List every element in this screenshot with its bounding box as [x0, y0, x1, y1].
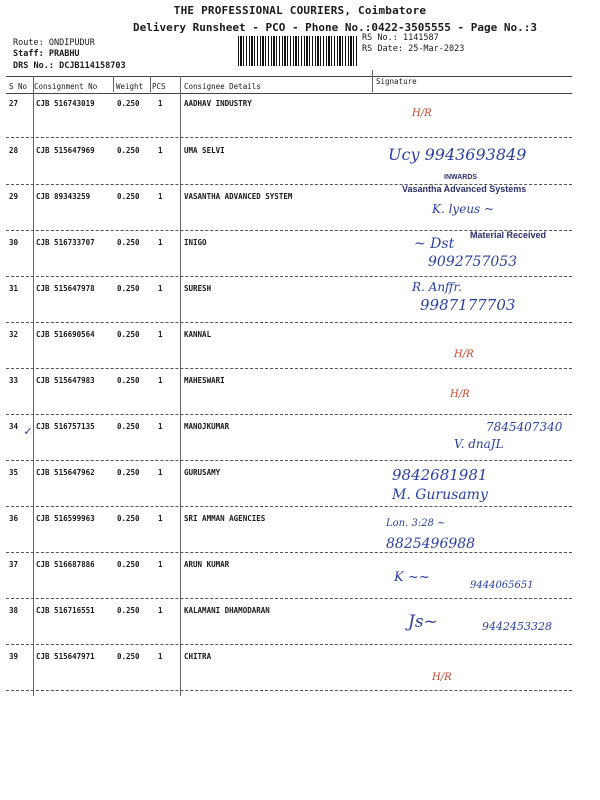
- row-weight: 0.250: [117, 514, 140, 523]
- phone-31: 9987177703: [420, 296, 516, 314]
- staff-line: [13, 49, 80, 59]
- row-weight: 0.250: [117, 238, 140, 247]
- column-divider: [150, 76, 151, 92]
- signature-35: M. Gurusamy: [392, 487, 488, 503]
- col-signature: Signature: [376, 77, 417, 86]
- row-consignee: UMA SELVI: [184, 146, 225, 155]
- route-label: Route:: [13, 38, 44, 48]
- row-consignment: CJB 516716551: [36, 606, 95, 615]
- row-consignment: CJB 515647969: [36, 146, 95, 155]
- row-pcs: 1: [158, 330, 163, 339]
- rs-no-value: 1141587: [402, 33, 439, 43]
- row-consignment: CJB 89343259: [36, 192, 91, 201]
- phone-35: 9842681981: [392, 466, 488, 484]
- signature-28: [388, 145, 526, 164]
- col-consignee: Consignee Details: [184, 82, 261, 91]
- signature-37: K ~~: [394, 570, 430, 585]
- rs-date-value: 25-Mar-2023: [408, 44, 465, 54]
- table-row: [6, 645, 572, 691]
- rs-date-line: [362, 44, 464, 54]
- row-consignee: KALAMANI DHAMODARAN: [184, 606, 270, 615]
- row-consignee: CHITRA: [184, 652, 212, 661]
- row-sno: 32: [9, 330, 19, 339]
- row-sno: 34: [9, 422, 19, 431]
- row-consignee: MAHESWARI: [184, 376, 225, 385]
- barcode-image: [238, 36, 358, 66]
- col-consignment: Consignment No: [34, 82, 98, 91]
- table-row: [6, 553, 572, 599]
- row-consignment: CJB 516733707: [36, 238, 95, 247]
- phone-34: 7845407340: [486, 420, 563, 434]
- row-consignment: CJB 515647983: [36, 376, 95, 385]
- drs-label: DRS No.:: [13, 61, 54, 71]
- row-consignee: SURESH: [184, 284, 212, 293]
- col-pcs: PCS: [152, 82, 166, 91]
- row-sno: 38: [9, 606, 19, 615]
- column-divider: [113, 76, 114, 92]
- row-pcs: 1: [158, 514, 163, 523]
- row-sno: 27: [9, 99, 19, 108]
- row-weight: 0.250: [117, 146, 140, 155]
- stamp-company: Vasantha Advanced Systems: [402, 184, 527, 194]
- drs-value: DCJB114158703: [59, 61, 126, 71]
- row-weight: 0.250: [117, 284, 140, 293]
- signature-34: V. dnaJL: [454, 437, 504, 451]
- row-consignee: AADHAV INDUSTRY: [184, 99, 252, 108]
- row-pcs: 1: [158, 376, 163, 385]
- row-sno: 28: [9, 146, 19, 155]
- rs-date-label: RS Date:: [362, 44, 403, 54]
- row-weight: 0.250: [117, 330, 140, 339]
- row-weight: 0.250: [117, 376, 140, 385]
- row-pcs: 1: [158, 146, 163, 155]
- signature-38: Js~: [408, 612, 438, 632]
- row-sno: 33: [9, 376, 19, 385]
- table-row: [6, 507, 572, 553]
- rs-no-line: [362, 33, 439, 43]
- row-consignment: CJB 516687886: [36, 560, 95, 569]
- stamp-inwards: INWARDS: [444, 174, 478, 181]
- phone-28: 9943693849: [424, 145, 527, 164]
- row-weight: 0.250: [117, 99, 140, 108]
- row-consignee: MANOJKUMAR: [184, 422, 230, 431]
- row-consignment: CJB 516690564: [36, 330, 95, 339]
- col-weight: Weight: [116, 82, 144, 91]
- row-pcs: 1: [158, 652, 163, 661]
- row-pcs: 1: [158, 560, 163, 569]
- row-sno: 36: [9, 514, 19, 523]
- signature-32: H/R: [454, 349, 474, 360]
- table-row: [6, 323, 572, 369]
- signature-29: K. lyeus ~: [432, 202, 495, 216]
- scribble: Ucy: [388, 145, 425, 164]
- column-divider: [372, 70, 373, 92]
- row-sno: 29: [9, 192, 19, 201]
- row-weight: 0.250: [117, 192, 140, 201]
- phone-37: 9444065651: [470, 580, 534, 591]
- row-sno: 39: [9, 652, 19, 661]
- signature-36: Lon. 3:28 ~: [386, 518, 446, 529]
- table-row: [6, 369, 572, 415]
- company-title: THE PROFESSIONAL COURIERS, Coimbatore: [173, 4, 427, 17]
- row-pcs: 1: [158, 606, 163, 615]
- phone-30: 9092757053: [428, 254, 518, 270]
- row-weight: 0.250: [117, 606, 140, 615]
- route-line: [13, 38, 95, 48]
- signature-33: H/R: [450, 389, 470, 400]
- row-consignment: CJB 516743019: [36, 99, 95, 108]
- row-sno: 37: [9, 560, 19, 569]
- row-sno: 31: [9, 284, 19, 293]
- checkmark-icon: ✓: [24, 424, 32, 439]
- signature-27: H/R: [412, 108, 432, 119]
- row-pcs: 1: [158, 99, 163, 108]
- staff-value: PRABHU: [48, 49, 80, 59]
- row-weight: 0.250: [117, 468, 140, 477]
- row-consignment: CJB 515647971: [36, 652, 95, 661]
- row-consignment: CJB 515647962: [36, 468, 95, 477]
- row-pcs: 1: [158, 192, 163, 201]
- row-consignment: CJB 516599963: [36, 514, 95, 523]
- signature-39: H/R: [432, 672, 452, 683]
- row-pcs: 1: [158, 422, 163, 431]
- row-consignment: CJB 516757135: [36, 422, 95, 431]
- row-sno: 35: [9, 468, 19, 477]
- row-pcs: 1: [158, 468, 163, 477]
- row-divider: [6, 690, 572, 691]
- row-pcs: 1: [158, 284, 163, 293]
- table-row: [6, 92, 572, 138]
- row-sno: 30: [9, 238, 19, 247]
- phone-36: 8825496988: [386, 536, 476, 552]
- col-sno: S No: [9, 82, 28, 91]
- row-consignee: INIGO: [184, 238, 207, 247]
- route-value: ONDIPUDUR: [48, 38, 95, 48]
- signature-30-scribble: ~ Dst: [414, 236, 455, 252]
- row-weight: 0.250: [117, 560, 140, 569]
- row-weight: 0.250: [117, 422, 140, 431]
- phone-38: 9442453328: [482, 620, 552, 633]
- row-consignee: ARUN KUMAR: [184, 560, 230, 569]
- staff-label: Staff:: [13, 49, 44, 59]
- row-consignee: SRI AMMAN AGENCIES: [184, 514, 266, 523]
- runsheet-subtitle: Delivery Runsheet - PCO - Phone No.:0422-3505555 - Page No.:3: [133, 21, 537, 34]
- row-consignee: GURUSAMY: [184, 468, 221, 477]
- row-consignee: KANNAL: [184, 330, 212, 339]
- row-weight: 0.250: [117, 652, 140, 661]
- drs-line: [13, 61, 126, 71]
- row-pcs: 1: [158, 238, 163, 247]
- row-consignment: CJB 515647978: [36, 284, 95, 293]
- row-divider: [6, 137, 572, 138]
- rs-no-label: RS No.:: [362, 33, 398, 43]
- stamp-material-received: Material Received: [470, 230, 547, 240]
- signature-31: R. Anffr.: [412, 280, 462, 294]
- row-consignee: VASANTHA ADVANCED SYSTEM: [184, 192, 293, 201]
